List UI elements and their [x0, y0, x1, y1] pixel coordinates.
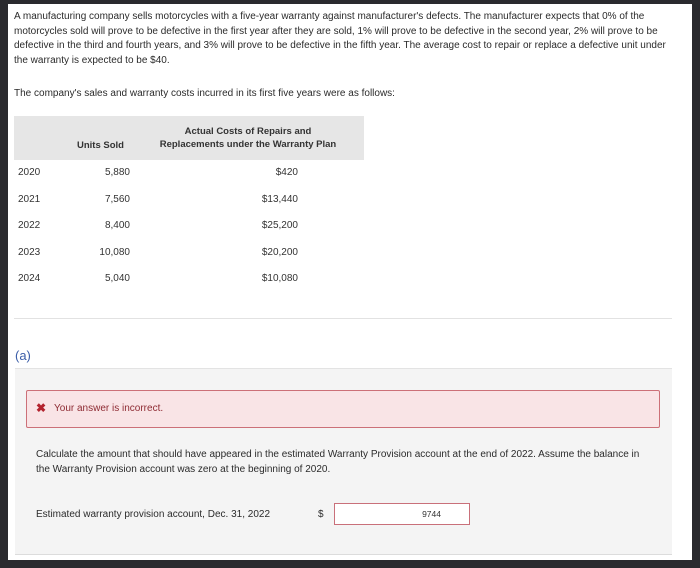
panel-bottom-border — [15, 554, 672, 555]
row-year: 2023 — [18, 246, 41, 258]
row-year: 2022 — [18, 220, 41, 231]
header-cost-line1: Actual Costs of Repairs and — [184, 126, 312, 137]
row-cost: $420 — [275, 167, 298, 178]
error-message: Your answer is incorrect. — [54, 403, 164, 414]
row-units: 5,040 — [104, 273, 130, 284]
table-row — [14, 213, 364, 240]
table-header — [14, 116, 364, 160]
answer-label: Estimated warranty provision account, Dec. 31, 2022 — [36, 509, 271, 520]
part-label: (a) — [15, 348, 31, 363]
problem-intro: A manufacturing company sells motorcycles with a five-year warranty against manufacturer's defects. The manufacturer expects that 0% of the motorcycles sold will prove to be defective in the first year after they are sold, 1% will prove to be defective in the second year, 2% will prove to be defective in the third and fourth years, and 3% will prove to be defective in the fifth year. The average cost to repair or replace a defective unit under the warranty is expected to be $40. — [14, 11, 666, 66]
table-row — [14, 160, 364, 187]
row-cost: $13,440 — [261, 193, 298, 205]
row-units: 7,560 — [104, 193, 130, 205]
row-year: 2020 — [18, 167, 41, 178]
header-units-sold: Units Sold — [77, 140, 124, 151]
row-year: 2024 — [18, 273, 41, 284]
currency-symbol: $ — [318, 509, 324, 520]
header-cost-line2: Replacements under the Warranty Plan — [159, 139, 337, 150]
warranty-provision-input[interactable] — [334, 503, 470, 525]
table-row — [14, 266, 364, 293]
table-row — [14, 240, 364, 267]
row-cost: $20,200 — [261, 246, 298, 258]
error-message-box — [26, 390, 660, 428]
sales-warranty-table — [14, 116, 364, 293]
section-divider — [14, 318, 672, 319]
table-row — [14, 187, 364, 214]
row-units: 10,080 — [99, 246, 130, 258]
row-year: 2021 — [18, 193, 41, 205]
question-text: Calculate the amount that should have appeared in the estimated Warranty Provision account at the end of 2022. Assume the balance in the Warranty Provision account was zero at the beginning of 2020. — [36, 449, 640, 475]
row-units: 8,400 — [104, 220, 130, 231]
row-cost: $10,080 — [261, 273, 298, 284]
problem-intro-2: The company's sales and warranty costs incurred in its first five years were as follows: — [14, 88, 395, 99]
row-cost: $25,200 — [261, 220, 298, 231]
header-actual-costs — [142, 125, 354, 151]
x-mark-icon: ✖ — [36, 401, 47, 415]
row-units: 5,880 — [104, 167, 130, 178]
